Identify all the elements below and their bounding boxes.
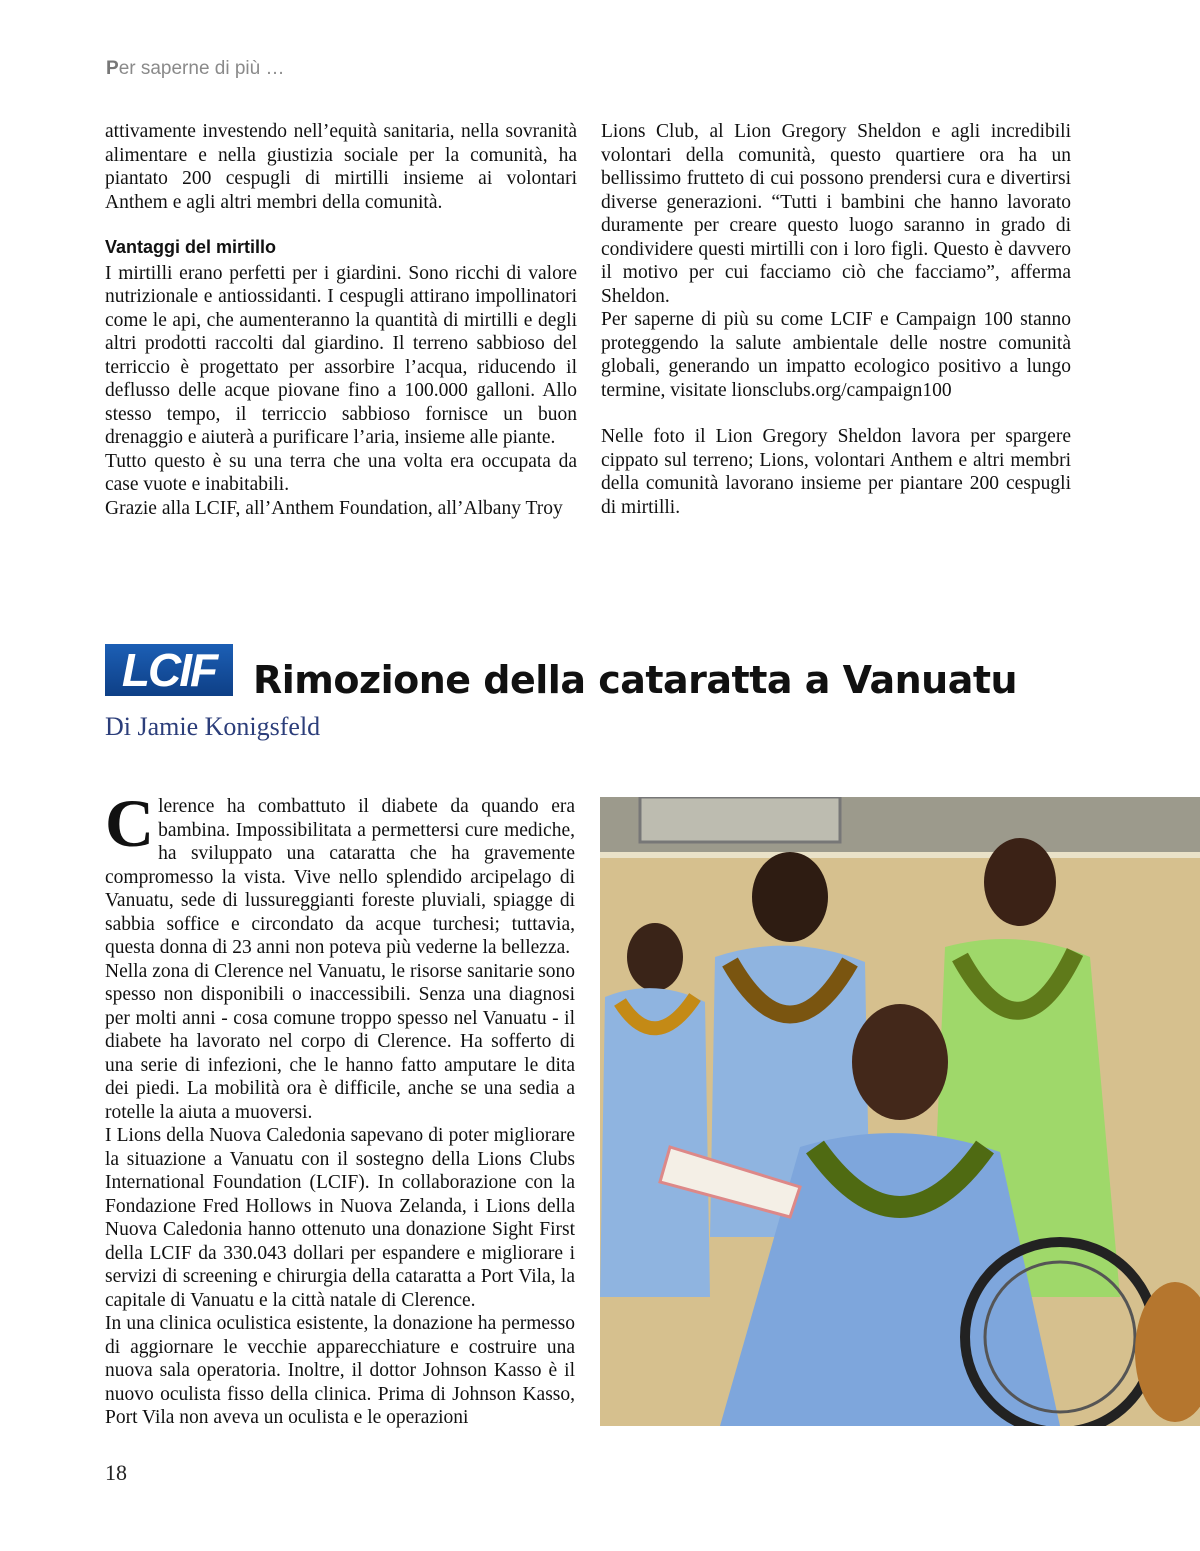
paragraph: I Lions della Nuova Caledonia sapevano di poter migliorare la situazione a Vanuatu con il sostegno della Lions Clubs International Foundation (LCIF). In collaborazione con la Fondazione Fred Hollows in Nuova Zelanda, i Lions della Nuova Caledonia hanno ottenuto una donazione Sight First della LCIF da 330.043 dollari per espandere e migliorare i servizi di screening e chirurgia della cataratta a Port Vila, la capitale di Vanuatu e la città natale di Clerence.	[105, 1125, 575, 1311]
photo-illustration	[600, 797, 1200, 1426]
paragraph-text: lerence ha combattuto il diabete da quando era bambina. Impossibilitata a permettersi cure mediche, ha sviluppato una cataratta che ha gravemente compromesso la vista. Vive nello splendido arcipelago di Vanuatu, sede di lussureggianti foreste pluviali, spiagge di sabbia soffice e circondato da acque turchesi; tuttavia, questa donna di 23 anni non poteva più vederne la bellezza.	[105, 796, 575, 958]
paragraph: Lions Club, al Lion Gregory Sheldon e agli incredibili volontari della comunità, questo quartiere ora ha un bellissimo frutteto di cui possono prendersi cura e divertirsi diverse generazioni. “Tutti i bambini che hanno lavorato duramente per creare questo luogo saranno in grado di condividere questi mirtilli con i loro figli. Questo è davvero il motivo per cui facciamo ciò che facciamo”, afferma Sheldon.	[601, 121, 1071, 307]
photo-caption: Nelle foto il Lion Gregory Sheldon lavora per spargere cippato sul terreno; Lions, volontari Anthem e altri membri della comunità lavorano insieme per piantare 200 cespugli di mirtilli.	[601, 426, 1071, 518]
paragraph: attivamente investendo nell’equità sanitaria, nella sovranità alimentare e nella giustizia sociale per la comunità, ha piantato 200 cespugli di mirtilli insieme ai volontari Anthem e agli altri membri della comunità.	[105, 121, 577, 213]
running-head-text: er saperne di più …	[118, 58, 285, 79]
article-title: Rimozione della cataratta a Vanuatu	[253, 658, 1018, 702]
paragraph	[105, 785, 575, 960]
paragraph: Grazie alla LCIF, all’Anthem Foundation, all’Albany Troy	[105, 497, 563, 519]
column-left-top	[105, 120, 577, 520]
running-head-initial: P	[106, 58, 119, 79]
lcif-logo: LCIF	[105, 644, 233, 696]
section-subheading: Vantaggi del mirtillo	[105, 237, 277, 257]
article-photo	[600, 797, 1200, 1426]
article-column	[105, 785, 575, 1430]
page-number: 18	[105, 1460, 127, 1485]
paragraph: Per saperne di più su come LCIF e Campaign 100 stanno proteggendo la salute ambientale delle nostre comunità globali, generando un impatto ecologico positivo a lungo termine, visitate lionsclubs.org/campaign100	[601, 309, 1071, 401]
paragraph: In una clinica oculistica esistente, la donazione ha permesso di aggiornare le vecchie apparecchiature e costruire una nuova sala operatoria. Inoltre, il dottor Johnson Kasso è il nuovo oculista fisso della clinica. Prima di Johnson Kasso, Port Vila non aveva un oculista e le operazioni	[105, 1313, 575, 1428]
paragraph: Nella zona di Clerence nel Vanuatu, le risorse sanitarie sono spesso non disponibili o inaccessibili. Senza una diagnosi per molti anni - cosa comune troppo spesso nel Vanuatu - il diabete ha lavorato nel corpo di Clerence. Ha sofferto di una serie di infezioni, che le hanno fatto amputare le dita dei piedi. La mobilità ora è difficile, anche se una sedia a rotelle la aiuta a muoversi.	[105, 960, 575, 1123]
paragraph: I mirtilli erano perfetti per i giardini. Sono ricchi di valore nutrizionale e antiossidanti. I cespugli attirano impollinatori come le api, che aumenteranno la quantità di mirtilli e degli altri prodotti raccolti dal giardino. Il terreno sabbioso del terriccio è progettato per assorbire l’acqua, riducendo il deflusso delle acque piovane fino a 100.000 galloni. Allo stesso tempo, il terriccio sabbioso fornisce un buon drenaggio e aiuterà a purificare l’aria, insieme alle piante.	[105, 262, 577, 448]
paragraph: Tutto questo è su una terra che una volta era occupata da case vuote e inabitabili.	[105, 450, 577, 495]
drop-cap: C	[105, 785, 155, 861]
column-right-top	[601, 120, 1071, 519]
running-head	[106, 58, 285, 80]
article-byline: Di Jamie Konigsfeld	[105, 712, 321, 741]
